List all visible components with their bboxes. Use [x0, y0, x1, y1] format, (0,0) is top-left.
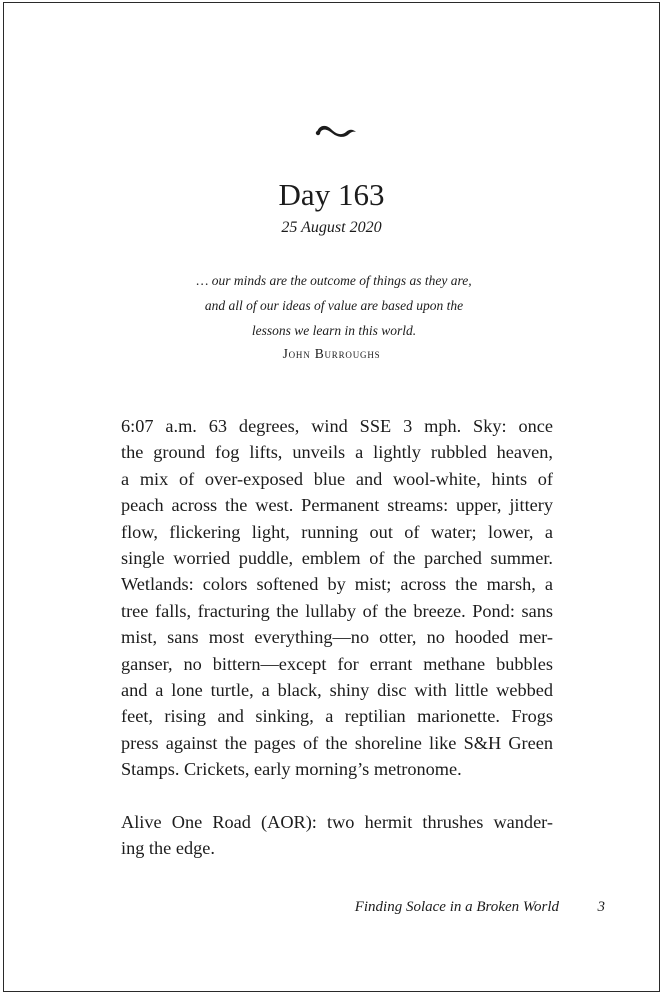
text-line: Stamps. Crickets, early morning’s metronome.	[121, 759, 462, 780]
text-line: mist, sans most everything—no otter, no hooded mer-	[121, 627, 553, 648]
epigraph-attribution: John Burroughs	[282, 346, 381, 361]
text-line: press against the pages of the shoreline like S&H Green	[121, 732, 553, 753]
text-line: flow, flickering light, running out of water; lower, a	[121, 521, 553, 542]
text-line: peach across the west. Permanent streams: upper, jittery	[121, 495, 553, 516]
text-line: and a lone turtle, a black, shiny disc with little webbed	[121, 680, 553, 701]
book-page	[3, 2, 660, 992]
swash-ornament-icon	[312, 121, 360, 141]
paragraph-2	[121, 809, 553, 862]
body-text	[121, 413, 553, 862]
epigraph	[124, 268, 544, 343]
text-line: feet, rising and sinking, a reptilian marionette. Frogs	[121, 706, 553, 727]
paragraph-1	[121, 413, 553, 783]
epigraph-line: … our minds are the outcome of things as they are,	[196, 273, 472, 288]
text-line: the ground fog lifts, unveils a lightly rubbled heaven,	[121, 442, 553, 463]
page-number: 3	[597, 899, 605, 915]
text-line: Wetlands: colors softened by mist; across the marsh, a	[121, 574, 553, 595]
text-line: tree falls, fracturing the lullaby of the breeze. Pond: sans	[121, 600, 553, 621]
running-footer-title: Finding Solace in a Broken World	[354, 899, 559, 915]
text-line: Alive One Road (AOR): two hermit thrushes wander-	[121, 811, 553, 832]
text-line: a mix of over-exposed blue and wool-white, hints of	[121, 468, 553, 489]
text-line: 6:07 a.m. 63 degrees, wind SSE 3 mph. Sky: once	[121, 416, 553, 436]
entry-date: 25 August 2020	[281, 219, 382, 236]
text-line: single worried puddle, emblem of the parched summer.	[121, 548, 553, 569]
epigraph-line: and all of our ideas of value are based upon the	[204, 298, 464, 313]
text-line: ganser, no bittern—except for errant methane bubbles	[121, 653, 553, 674]
text-line: ing the edge.	[121, 838, 215, 859]
day-title: Day 163	[278, 177, 385, 212]
epigraph-line: lessons we learn in this world.	[251, 323, 417, 338]
